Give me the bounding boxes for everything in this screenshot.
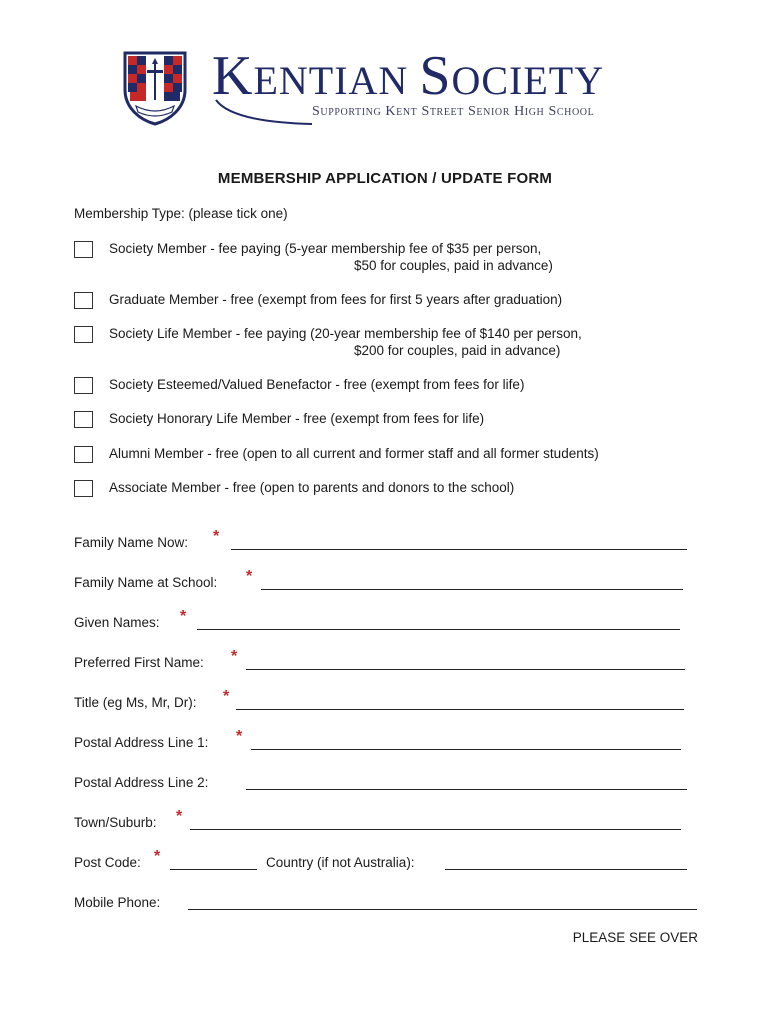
option-label: Graduate Member - free (exempt from fees for first 5 years after graduation) [109,292,563,307]
brand-name-part1: ENTIAN [253,58,420,103]
field-postal-address-2 [74,770,699,790]
field-label: Title (eg Ms, Mr, Dr): [74,695,197,710]
checkbox[interactable] [74,292,93,309]
field-family-name-school [74,570,699,590]
required-marker: * [213,528,220,545]
checkbox[interactable] [74,326,93,343]
field-town-suburb [74,810,699,830]
field-label-country: Country (if not Australia): [266,855,415,870]
field-given-names [74,610,699,630]
field-preferred-first-name [74,650,699,670]
field-family-name-now [74,530,699,550]
required-marker: * [231,648,238,665]
shield-crest-icon [122,50,188,126]
option-label: Alumni Member - free (open to all current and former staff and all former students) [109,446,599,461]
field-label: Postal Address Line 2: [74,775,209,790]
field-label: Family Name at School: [74,575,218,590]
option-label: Society Esteemed/Valued Benefactor - free (exempt from fees for life) [109,377,525,392]
required-marker: * [223,688,230,705]
field-post-code-country [74,850,699,870]
membership-type-label: Membership Type: (please tick one) [74,206,288,221]
field-label: Preferred First Name: [74,655,204,670]
required-marker: * [236,728,243,745]
field-label: Post Code: [74,855,141,870]
option-label: Society Life Member - fee paying (20-year membership fee of $140 per person, [109,326,582,341]
town-suburb-input[interactable] [190,829,681,830]
field-label: Given Names: [74,615,160,630]
preferred-first-name-input[interactable] [246,669,685,670]
field-mobile-phone [74,890,699,910]
please-see-over: PLEASE SEE OVER [572,930,698,945]
checkbox[interactable] [74,411,93,428]
field-label: Town/Suburb: [74,815,157,830]
brand-cap-k: K [212,45,254,107]
option-label: Associate Member - free (open to parents and donors to the school) [109,480,515,495]
given-names-input[interactable] [197,629,680,630]
checkbox[interactable] [74,480,93,497]
required-marker: * [180,608,187,625]
required-marker: * [154,848,161,865]
option-label-line2: $50 for couples, paid in advance) [354,258,553,273]
mobile-phone-input[interactable] [188,909,697,910]
field-postal-address-1 [74,730,699,750]
field-label: Family Name Now: [74,535,189,550]
brand-cap-s: S [419,45,452,107]
brand-name [212,45,605,109]
checkbox[interactable] [74,446,93,463]
checkbox[interactable] [74,241,93,258]
option-label: Society Honorary Life Member - free (exempt from fees for life) [109,411,485,426]
post-code-input[interactable] [170,869,257,870]
postal-address-2-input[interactable] [246,789,687,790]
country-input[interactable] [445,869,687,870]
field-label: Mobile Phone: [74,895,161,910]
brand-wordmark [212,45,662,128]
form-title: MEMBERSHIP APPLICATION / UPDATE FORM [217,170,553,187]
option-label: Society Member - fee paying (5-year membership fee of $35 per person, [109,241,542,256]
postal-address-1-input[interactable] [251,749,681,750]
checkbox[interactable] [74,377,93,394]
brand-subtitle: Supporting Kent Street Senior High School [312,104,595,119]
field-label: Postal Address Line 1: [74,735,209,750]
field-title [74,690,699,710]
required-marker: * [176,808,183,825]
option-label-line2: $200 for couples, paid in advance) [354,343,561,358]
family-name-now-input[interactable] [231,549,687,550]
required-marker: * [246,568,253,585]
title-input[interactable] [236,709,684,710]
family-name-school-input[interactable] [261,589,683,590]
brand-name-part2: OCIETY [451,58,605,103]
